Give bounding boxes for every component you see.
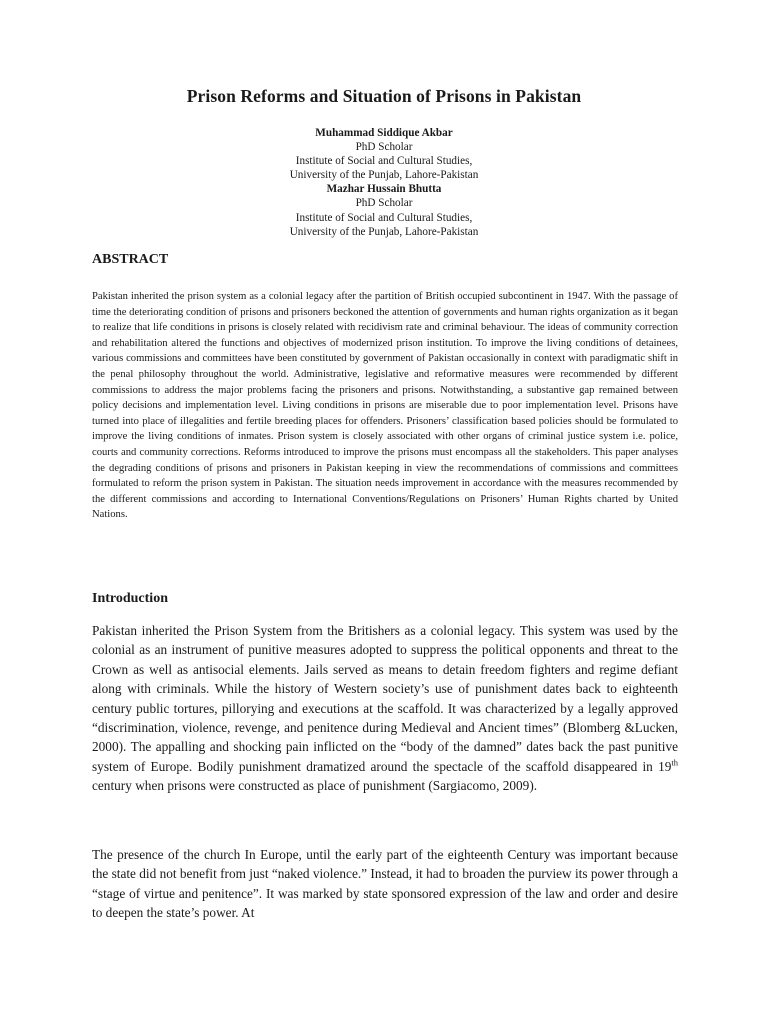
author-name: Muhammad Siddique Akbar bbox=[315, 127, 453, 139]
abstract-heading: ABSTRACT bbox=[92, 252, 169, 267]
author-university: University of the Punjab, Lahore-Pakistan bbox=[289, 225, 479, 238]
author-role: PhD Scholar bbox=[355, 197, 413, 210]
introduction-paragraph-2: The presence of the church In Europe, until the early part of the eighteenth Century was important because the state did not benefit from just “naked violence.” Instead, it had to broaden the purview its power through a “stage of virtue and penitence”. It was marked by state sponsored expression of the law and order and desire to deepen the state’s power. At bbox=[92, 847, 678, 921]
author-institute: Institute of Social and Cultural Studies, bbox=[295, 211, 473, 224]
author-institute: Institute of Social and Cultural Studies, bbox=[295, 155, 473, 168]
paragraph-text: Pakistan inherited the Prison System from the Britishers as a colonial legacy. This system was used by the colonial as an instrument of punitive measures adopted to suppress the political opponents and threat to the Crown as well as antisocial elements. Jails served as means to detain freedom fighters and regime defiant along with criminals. While the history of Western society’s use of punishment dates back to eighteenth century public tortures, pillorying and executions at the scaffold. It was characterized by a legally approved “discrimination, violence, revenge, and penitence during Medieval and Ancient times” (Blomberg &Lucken, 2000). The appalling and shocking pain inflicted on the “body of the damned” dates back the past punitive system of Europe. Bodily punishment dramatized around the spectacle of the scaffold disappeared in 19 bbox=[92, 623, 678, 774]
author-block bbox=[0, 126, 768, 239]
author-name: Mazhar Hussain Bhutta bbox=[326, 183, 442, 196]
paragraph-text: century when prisons were constructed as place of punishment (Sargiacomo, 2009). bbox=[92, 778, 538, 794]
author-university: University of the Punjab, Lahore-Pakistan bbox=[289, 169, 479, 182]
abstract-text: Pakistan inherited the prison system as a colonial legacy after the partition of British occupied subcontinent in 1947. With the passage of time the deteriorating condition of prisons and prisoners beckoned the attention of governments and human rights organization as it began to realize that life conditions in prisons is closely related with recidivism rate and criminal behaviour. The ideas of community correction and rehabilitation altered the functions and objectives of modernized prison institution. To improve the living conditions of detainees, various commissions and committees have been constituted by government of Pakistan occasionally in context with paradigmatic shift in the penal philosophy throughout the world. Administrative, legislative and reformative measures were recommended by different commissions to address the major problems facing the prisoners and prisons. Notwithstanding, a substantive gap remained between policy decisions and implementation level. Living conditions in prisons are miserable due to poor implementation level. Prisons have turned into place of illegalities and fertile breeding places for offenders. Prisoners’ classification based policies should be formulated to improve the living conditions of inmates. Prison system is closely associated with other organs of criminal justice system i.e. police, courts and community corrections. Reforms introduced to improve the prisons must encompass all the stakeholders. This paper analyses the degrading conditions of prisons and prisoners in Pakistan keeping in view the recommendations of commissions and committees formulated to reform the prison system in Pakistan. The situation needs improvement in accordance with the measures recommended by the different commissions and according to International Conventions/Regulations on Prisoners’ Human Rights charted by United Nations. bbox=[92, 291, 678, 521]
introduction-paragraph-1 bbox=[92, 621, 678, 796]
author-role: PhD Scholar bbox=[355, 141, 413, 154]
paper-title: Prison Reforms and Situation of Prisons in Pakistan bbox=[186, 86, 582, 106]
superscript: th bbox=[671, 757, 678, 768]
introduction-heading: Introduction bbox=[92, 591, 168, 606]
